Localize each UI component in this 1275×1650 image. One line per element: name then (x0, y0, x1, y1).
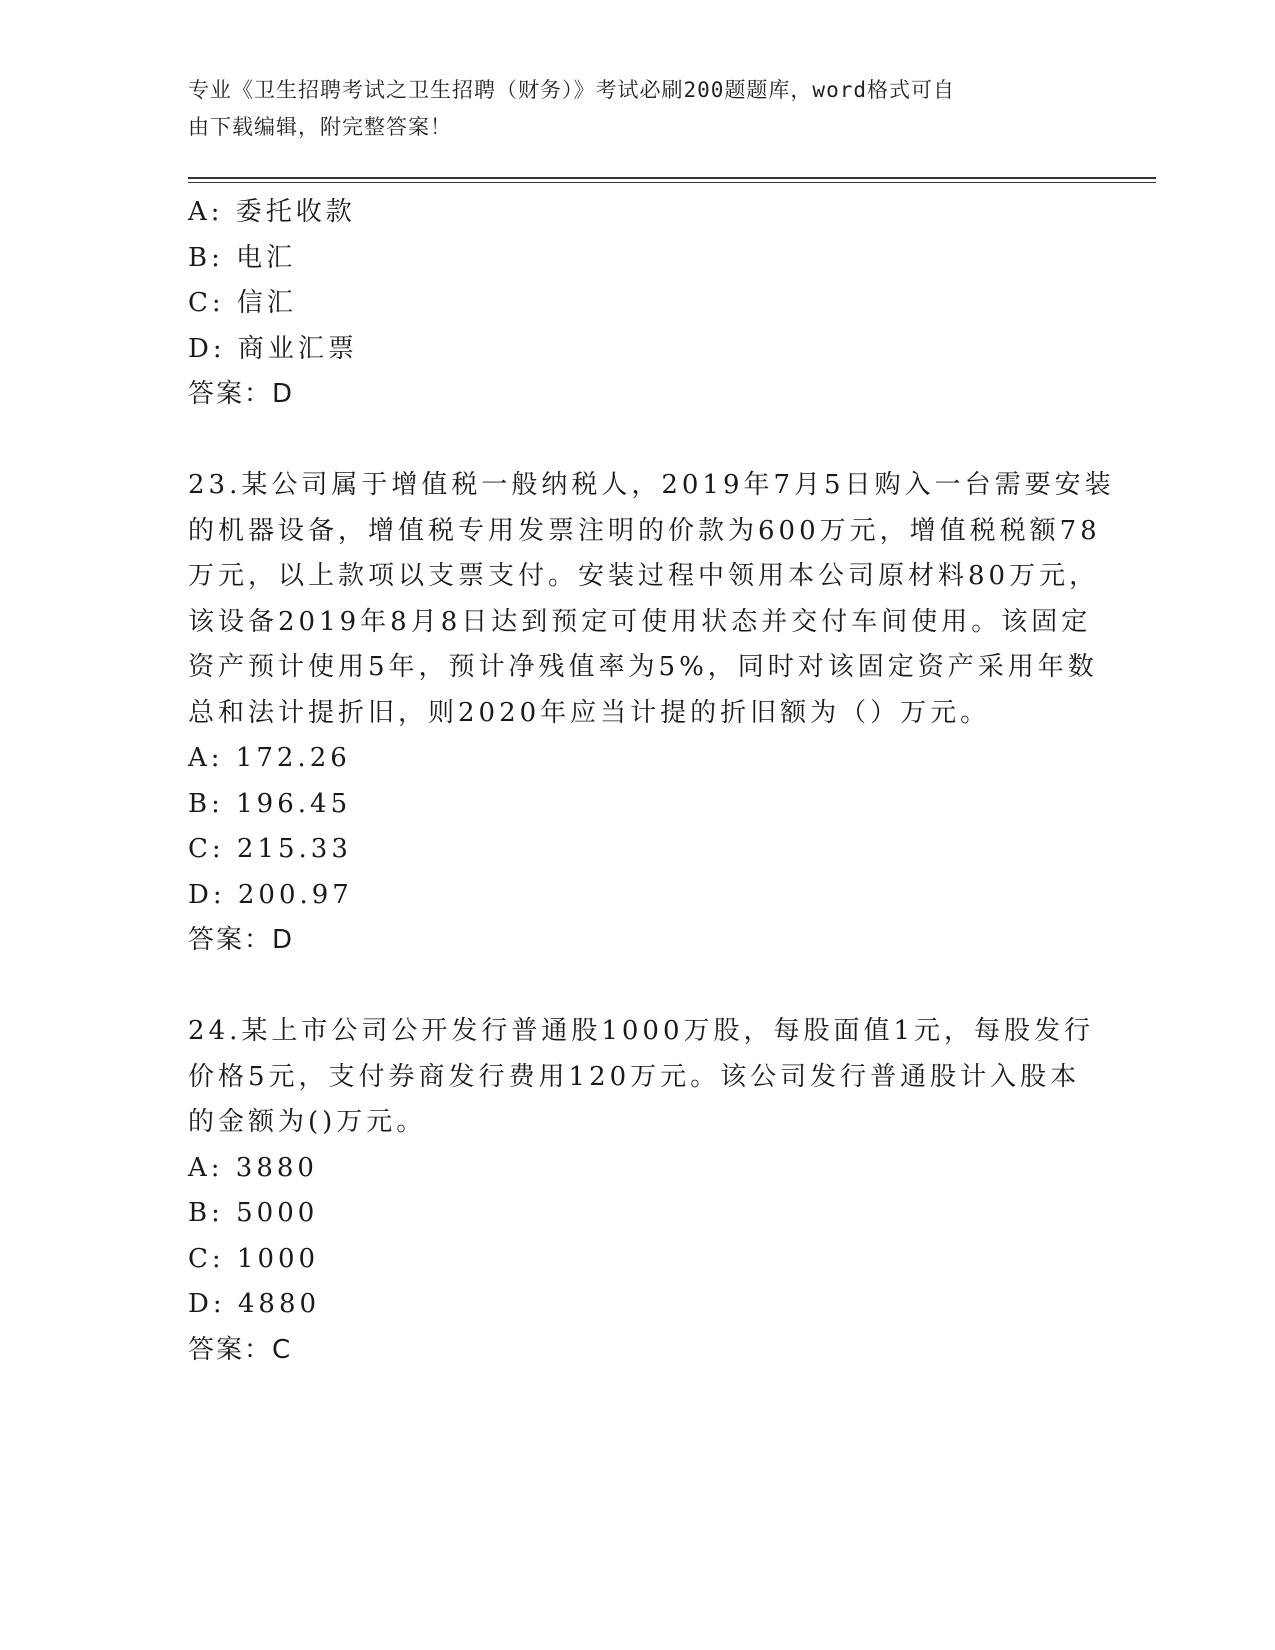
answer: 答案：C (188, 1334, 293, 1365)
question-22 (188, 190, 1088, 418)
question-text-line: 该设备2019年8月8日达到预定可使用状态并交付车间使用。该固定 (188, 606, 1092, 637)
option-d: D: 200.97 (188, 879, 353, 910)
header-line-2: 由下载编辑，附完整答案！ (188, 115, 452, 139)
document-header (188, 72, 1088, 146)
option-d: D: 商业汇票 (188, 333, 358, 364)
option-a: A: 3880 (188, 1152, 318, 1183)
option-b: B: 5000 (188, 1198, 319, 1228)
option-a: A: 委托收款 (188, 197, 356, 227)
question-text-line: 的金额为()万元。 (188, 1107, 427, 1137)
question-text-line: 24.某上市公司公开发行普通股1000万股，每股面值1元，每股发行 (188, 1016, 1095, 1046)
option-a: A: 172.26 (188, 743, 351, 773)
option-d: D: 4880 (188, 1289, 321, 1319)
question-text-line: 的机器设备，增值税专用发票注明的价款为600万元，增值税税额78 (188, 515, 1101, 546)
answer: 答案：D (188, 925, 295, 955)
option-c: C: 215.33 (188, 834, 352, 864)
question-text-line: 价格5元，支付券商发行费用120万元。该公司发行普通股计入股本 (188, 1061, 1081, 1092)
header-divider-thin (188, 182, 1156, 183)
question-text-line: 资产预计使用5年，预计净残值率为5%，同时对该固定资产采用年数 (188, 652, 1098, 682)
header-divider-thick (188, 177, 1156, 179)
question-content (188, 190, 1115, 1373)
spacer (188, 964, 1088, 1010)
answer: 答案：D (188, 379, 295, 409)
header-line-1: 专业《卫生招聘考试之卫生招聘（财务）》考试必刷200题题库，word格式可自 (188, 78, 955, 102)
question-text-line: 23.某公司属于增值税一般纳税人，2019年7月5日购入一台需要安装 (188, 470, 1115, 500)
spacer (188, 418, 1088, 464)
question-text-line: 总和法计提折旧，则2020年应当计提的折旧额为（）万元。 (188, 697, 991, 728)
question-24 (188, 1009, 1095, 1373)
option-c: C: 信汇 (188, 288, 297, 318)
option-c: C: 1000 (188, 1243, 320, 1274)
question-23 (188, 463, 1115, 964)
option-b: B: 196.45 (188, 788, 352, 819)
option-b: B: 电汇 (188, 242, 297, 273)
question-text-line: 万元，以上款项以支票支付。安装过程中领用本公司原材料80万元， (188, 561, 1100, 591)
